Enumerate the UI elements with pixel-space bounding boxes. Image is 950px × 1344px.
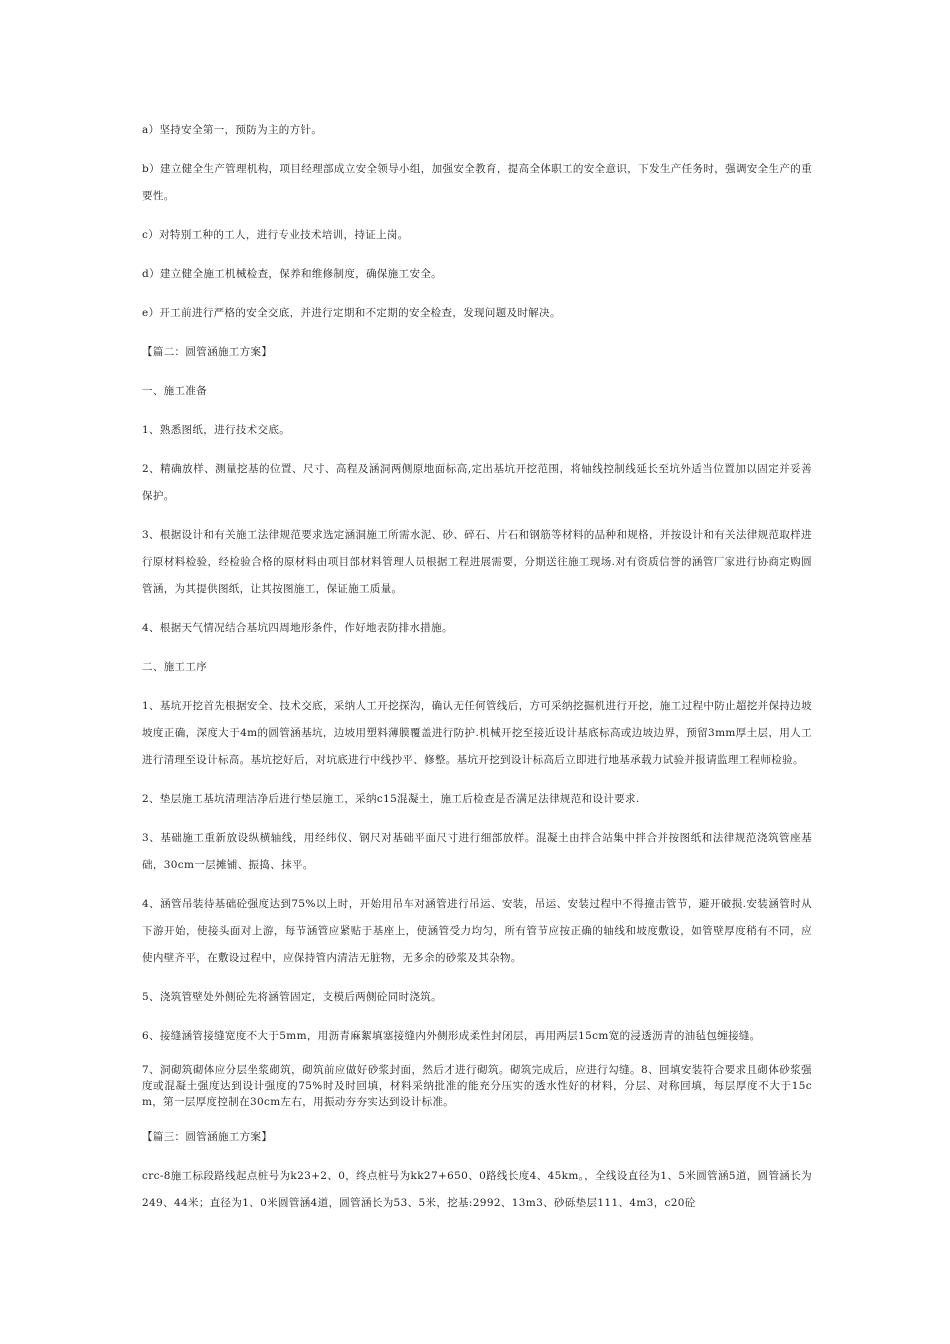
- preparation-item-3: 3、根据设计和有关施工法律规范要求选定涵洞施工所需水泥、砂、碎石、片石和钢筋等材料的品种和规格，并按设计和有关法律规范取样进行原材料检验，经检验合格的原材料由项目部材料管理人员根据工程进展需要，分期送往施工现场.对有资质信誉的涵管厂家进行协商定购圆管涵，为其提供图纸，让其按图施工，保证施工质量。: [142, 529, 812, 595]
- safety-item-b: b）建立健全生产管理机构，项目经理部成立安全领导小组，加强安全教育，提高全体职工的安全意识，下发生产任务时，强调安全生产的重要性。: [142, 163, 812, 202]
- process-item-2: 2、垫层施工基坑清理洁净后进行垫层施工，采纳c15混凝土，施工后检查是否满足法律规范和设计要求.: [142, 793, 640, 805]
- preparation-item-2: 2、精确放样、测量挖基的位置、尺寸、高程及涵洞两侧原地面标高,定出基坑开挖范围，将轴线控制线延长至坑外适当位置加以固定并妥善保护。: [142, 463, 812, 502]
- subheading-construction-process: 二、施工工序: [142, 661, 208, 673]
- process-item-6: 6、接缝涵管接缝宽度不大于5mm，用沥青麻絮填塞接缝内外侧形成柔性封闭层，再用两层15cm宽的浸透沥青的油毡包缠接缝。: [142, 1030, 761, 1042]
- preparation-item-1: 1、熟悉图纸，进行技术交底。: [142, 424, 291, 436]
- safety-item-a: a）坚持安全第一，预防为主的方针。: [142, 124, 323, 136]
- process-item-1: 1、基坑开挖首先根据安全、技术交底，采纳人工开挖探沟，确认无任何管线后，方可采纳挖掘机进行开挖，施工过程中防止超挖并保持边坡坡度正确，深度大于4m的圆管涵基坑，边坡用塑料薄膜覆盖进行防护.机械开挖至接近设计基底标高或边坡边界，预留3mm厚土层，用人工进行清理至设计标高。基坑挖好后，对坑底进行中线抄平、修整。基坑开挖到设计标高后立即进行地基承载力试验并报请监理工程师检验。: [142, 700, 812, 766]
- preparation-item-4: 4、根据天气情况结合基坑四周地形条件，作好地表防排水措施。: [142, 622, 453, 634]
- process-item-5: 5、浇筑管壁处外侧砼先将涵管固定，支模后两侧砼同时浇筑。: [142, 991, 442, 1003]
- subheading-construction-preparation: 一、施工准备: [142, 385, 208, 397]
- safety-item-e: e）开工前进行严格的安全交底，并进行定期和不定期的安全检查，发现问题及时解决。: [142, 307, 561, 319]
- safety-item-c: c）对特别工种的工人，进行专业技术培训，持证上岗。: [142, 229, 409, 241]
- document-body: [142, 117, 812, 1229]
- safety-item-d: d）建立健全施工机械检查，保养和维修制度，确保施工安全。: [142, 268, 443, 280]
- section-heading-part-two: 【篇二：圆管涵施工方案】: [142, 346, 273, 358]
- process-item-7-8: 7、洞砌筑砌体应分层坐浆砌筑，砌筑前应做好砂浆封面，然后才进行砌筑。砌筑完成后，应进行勾缝。8、回填安装符合要求且砌体砂浆强度或混凝土强度达到设计强度的75%时及时回填，材料采纳批准的能充分压实的透水性好的材料，分层、对称回填，每层厚度不大于15cm，第一层厚度控制在30cm左右，用振动夯夯实达到设计标准。: [142, 1064, 812, 1108]
- section-heading-part-three: 【篇三：圆管涵施工方案】: [142, 1131, 273, 1143]
- process-item-4: 4、涵管吊装待基础砼强度达到75%以上时，开始用吊车对涵管进行吊运、安装，吊运、安装过程中不得撞击管节，避开破损.安装涵管时从下游开始，使接头面对上游，每节涵管应紧贴于基座上，使涵管受力均匀，所有管节应按正确的轴线和坡度敷设，如管壁厚度稍有不同，应使内壁齐平，在敷设过程中，应保持管内清洁无脏物，无多余的砂浆及其杂物。: [142, 898, 812, 964]
- process-item-3: 3、基础施工重新放设纵横轴线，用经纬仪、钢尺对基础平面尺寸进行细部放样。混凝土由拌合站集中拌合并按图纸和法律规范浇筑管座基础，30cm一层摊铺、振捣、抹平。: [142, 832, 812, 871]
- part-three-intro: crc-8施工标段路线起点桩号为k23+2、0，终点桩号为kk27+650、0路线长度4、45km。，全线设直径为1、5米圆管涵5道，圆管涵长为249、44米；直径为1、0米圆管涵4道，圆管涵长为53、5米，挖基:2992、13m3、砂砾垫层111、4m3，c20砼: [142, 1170, 812, 1209]
